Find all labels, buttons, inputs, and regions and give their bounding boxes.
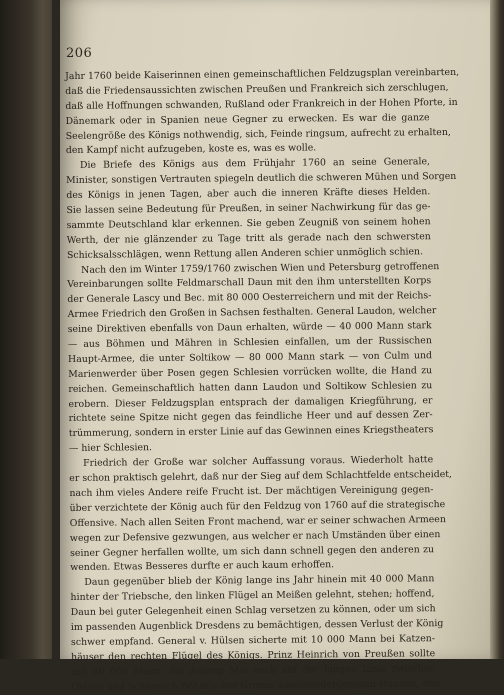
text-line: nach ihm vieles Andere reife Frucht ist. Der mächtigen Vereinigung gegen- — [69, 484, 434, 499]
text-line: Haupt-Armee, die unter Soltikow — 80 000 Mann stark — von Culm und — [67, 350, 433, 365]
text-line: wegen zur Defensive gezwungen, aus welcher er nach Umständen über einen — [69, 528, 441, 544]
text-line: wenden. Etwas Besseres durfte er auch kaum erhoffen. — [70, 559, 335, 574]
text-line: — aus Böhmen und Mähren in Schlesien einfallen, um der Russischen — [67, 335, 432, 351]
text-line: seine Direktiven ebenfalls von Daun erhalten, würde — 40 000 Mann stark — [67, 320, 432, 336]
text-line: des Königs in jenen Tagen, aber auch die inneren Kräfte dieses Helden. — [66, 186, 431, 202]
page-right-edge — [490, 0, 504, 659]
text-line: richtete seine Spitze nicht gegen das feindliche Heer und auf dessen Zer- — [68, 409, 433, 425]
text-line: Armee Friedrich den Großen in Sachsen festhalten. General Laudon, welcher — [67, 305, 437, 321]
text-line: über verzichtete der König auch für den Feldzug von 1760 auf die strategische — [69, 498, 446, 514]
text-line: hinter der Triebsche, den linken Flügel an Meißen gelehnt, stehen; hoffend, — [70, 588, 435, 604]
body-text — [65, 66, 460, 695]
text-line: trümmerung, sondern in erster Linie auf das Gewinnen eines Kriegstheaters — [68, 424, 434, 440]
text-line: mit 40 000 Mann, die Anfang Mai noch auf der langen Linie zwischen — [71, 662, 436, 678]
text-line: Dänemark oder in Spanien neue Gegner zu erwecken. Es war die ganze — [65, 111, 430, 127]
text-line: Nach den im Winter 1759/1760 zwischen Wien und Petersburg getroffenen — [81, 260, 440, 276]
text-line: Marienwerder über Posen gegen Schlesien vorrücken wollte, die Hand zu — [68, 364, 433, 380]
text-line: Friedrich der Große war solcher Auffassung voraus. Wiederholt hatte — [83, 454, 434, 469]
text-line: seiner Gegner herfallen wollte, um sich dann schnell gegen den anderen zu — [70, 543, 435, 559]
text-line: Sie lassen seine Bedeutung für Preußen, in seiner Nachwirkung für das ge- — [66, 201, 431, 217]
text-line: Offensive. Nach allen Seiten Front machend, war er seiner schwachen Armeen — [69, 513, 446, 529]
text-line: daß die Friedensaussichten zwischen Preußen und Frankreich sich zerschlugen, — [65, 81, 449, 97]
text-line: Daun gegenüber blieb der König lange ins Jahr hinein mit 40 000 Mann — [84, 573, 435, 589]
text-line: daß alle Hoffnungen schwanden, Rußland oder Frankreich in der Hohen Pforte, in — [65, 96, 458, 112]
text-line: erobern. Dieser Feldzugsplan entsprach der damaligen Kriegführung, er — [68, 394, 433, 410]
text-line: reichen. Gemeinschaftlich hatten dann Laudon und Soltikow Schlesien zu — [68, 379, 433, 395]
text-line: den Kampf nicht aufzugeben, koste es, was es wolle. — [65, 142, 317, 157]
text-line: Seelengröße des Königs nothwendig, sich, Feinde ringsum, aufrecht zu erhalten, — [65, 126, 451, 142]
text-line: Daun bei guter Gelegenheit einen Schlag versetzen zu können, oder um sich — [70, 603, 436, 619]
text-line: Die Briefe des Königs aus dem Frühjahr 1760 an seine Generale, — [79, 156, 431, 172]
text-line: Werth, der nie glänzender zu Tage tritt als gerade nach den schwersten — [66, 230, 431, 246]
text-line: der Generale Lascy und Bec. mit 80 000 Oesterreichern und mit der Reichs- — [67, 290, 432, 306]
text-line: Jahr 1760 beide Kaiserinnen einen gemeinschaftlichen Feldzugsplan vereinbarten, — [65, 66, 460, 82]
text-line: Schicksalsschlägen, wenn Rettung allen Anderen schier unmöglich schien. — [66, 245, 424, 261]
text-line: er schon praktisch gelehrt, daß nur der Sieg auf dem Schlachtfelde entscheidet, — [69, 469, 453, 485]
book-binding-edge — [0, 0, 52, 659]
page-number: 206 — [66, 46, 93, 61]
text-line: Vereinbarungen sollte Feldmarschall Daun mit den ihm unterstellten Korps — [67, 275, 432, 291]
text-line: Ostsee und Schlesisch-Böhmischer Grenze auseinandergezogen standen, den — [71, 677, 441, 693]
text-line: sammte Deutschland klar erkennen. Sie geben Zeugniß von seinem hohen — [66, 216, 431, 231]
text-line: im passenden Augenblick Dresdens zu bemächtigen, dessen Verlust der König — [70, 618, 444, 633]
text-line: schwer empfand. General v. Hülsen sicherte mit 10 000 Mann bei Katzen- — [70, 633, 436, 648]
text-line: — hier Schlesien. — [68, 442, 153, 455]
text-line: Minister, sonstigen Vertrauten spiegeln deutlich die schweren Mühen und Sorgen — [66, 171, 457, 187]
text-line: häuser den rechten Flügel des Königs. Prinz Heinrich von Preußen sollte — [71, 647, 436, 663]
